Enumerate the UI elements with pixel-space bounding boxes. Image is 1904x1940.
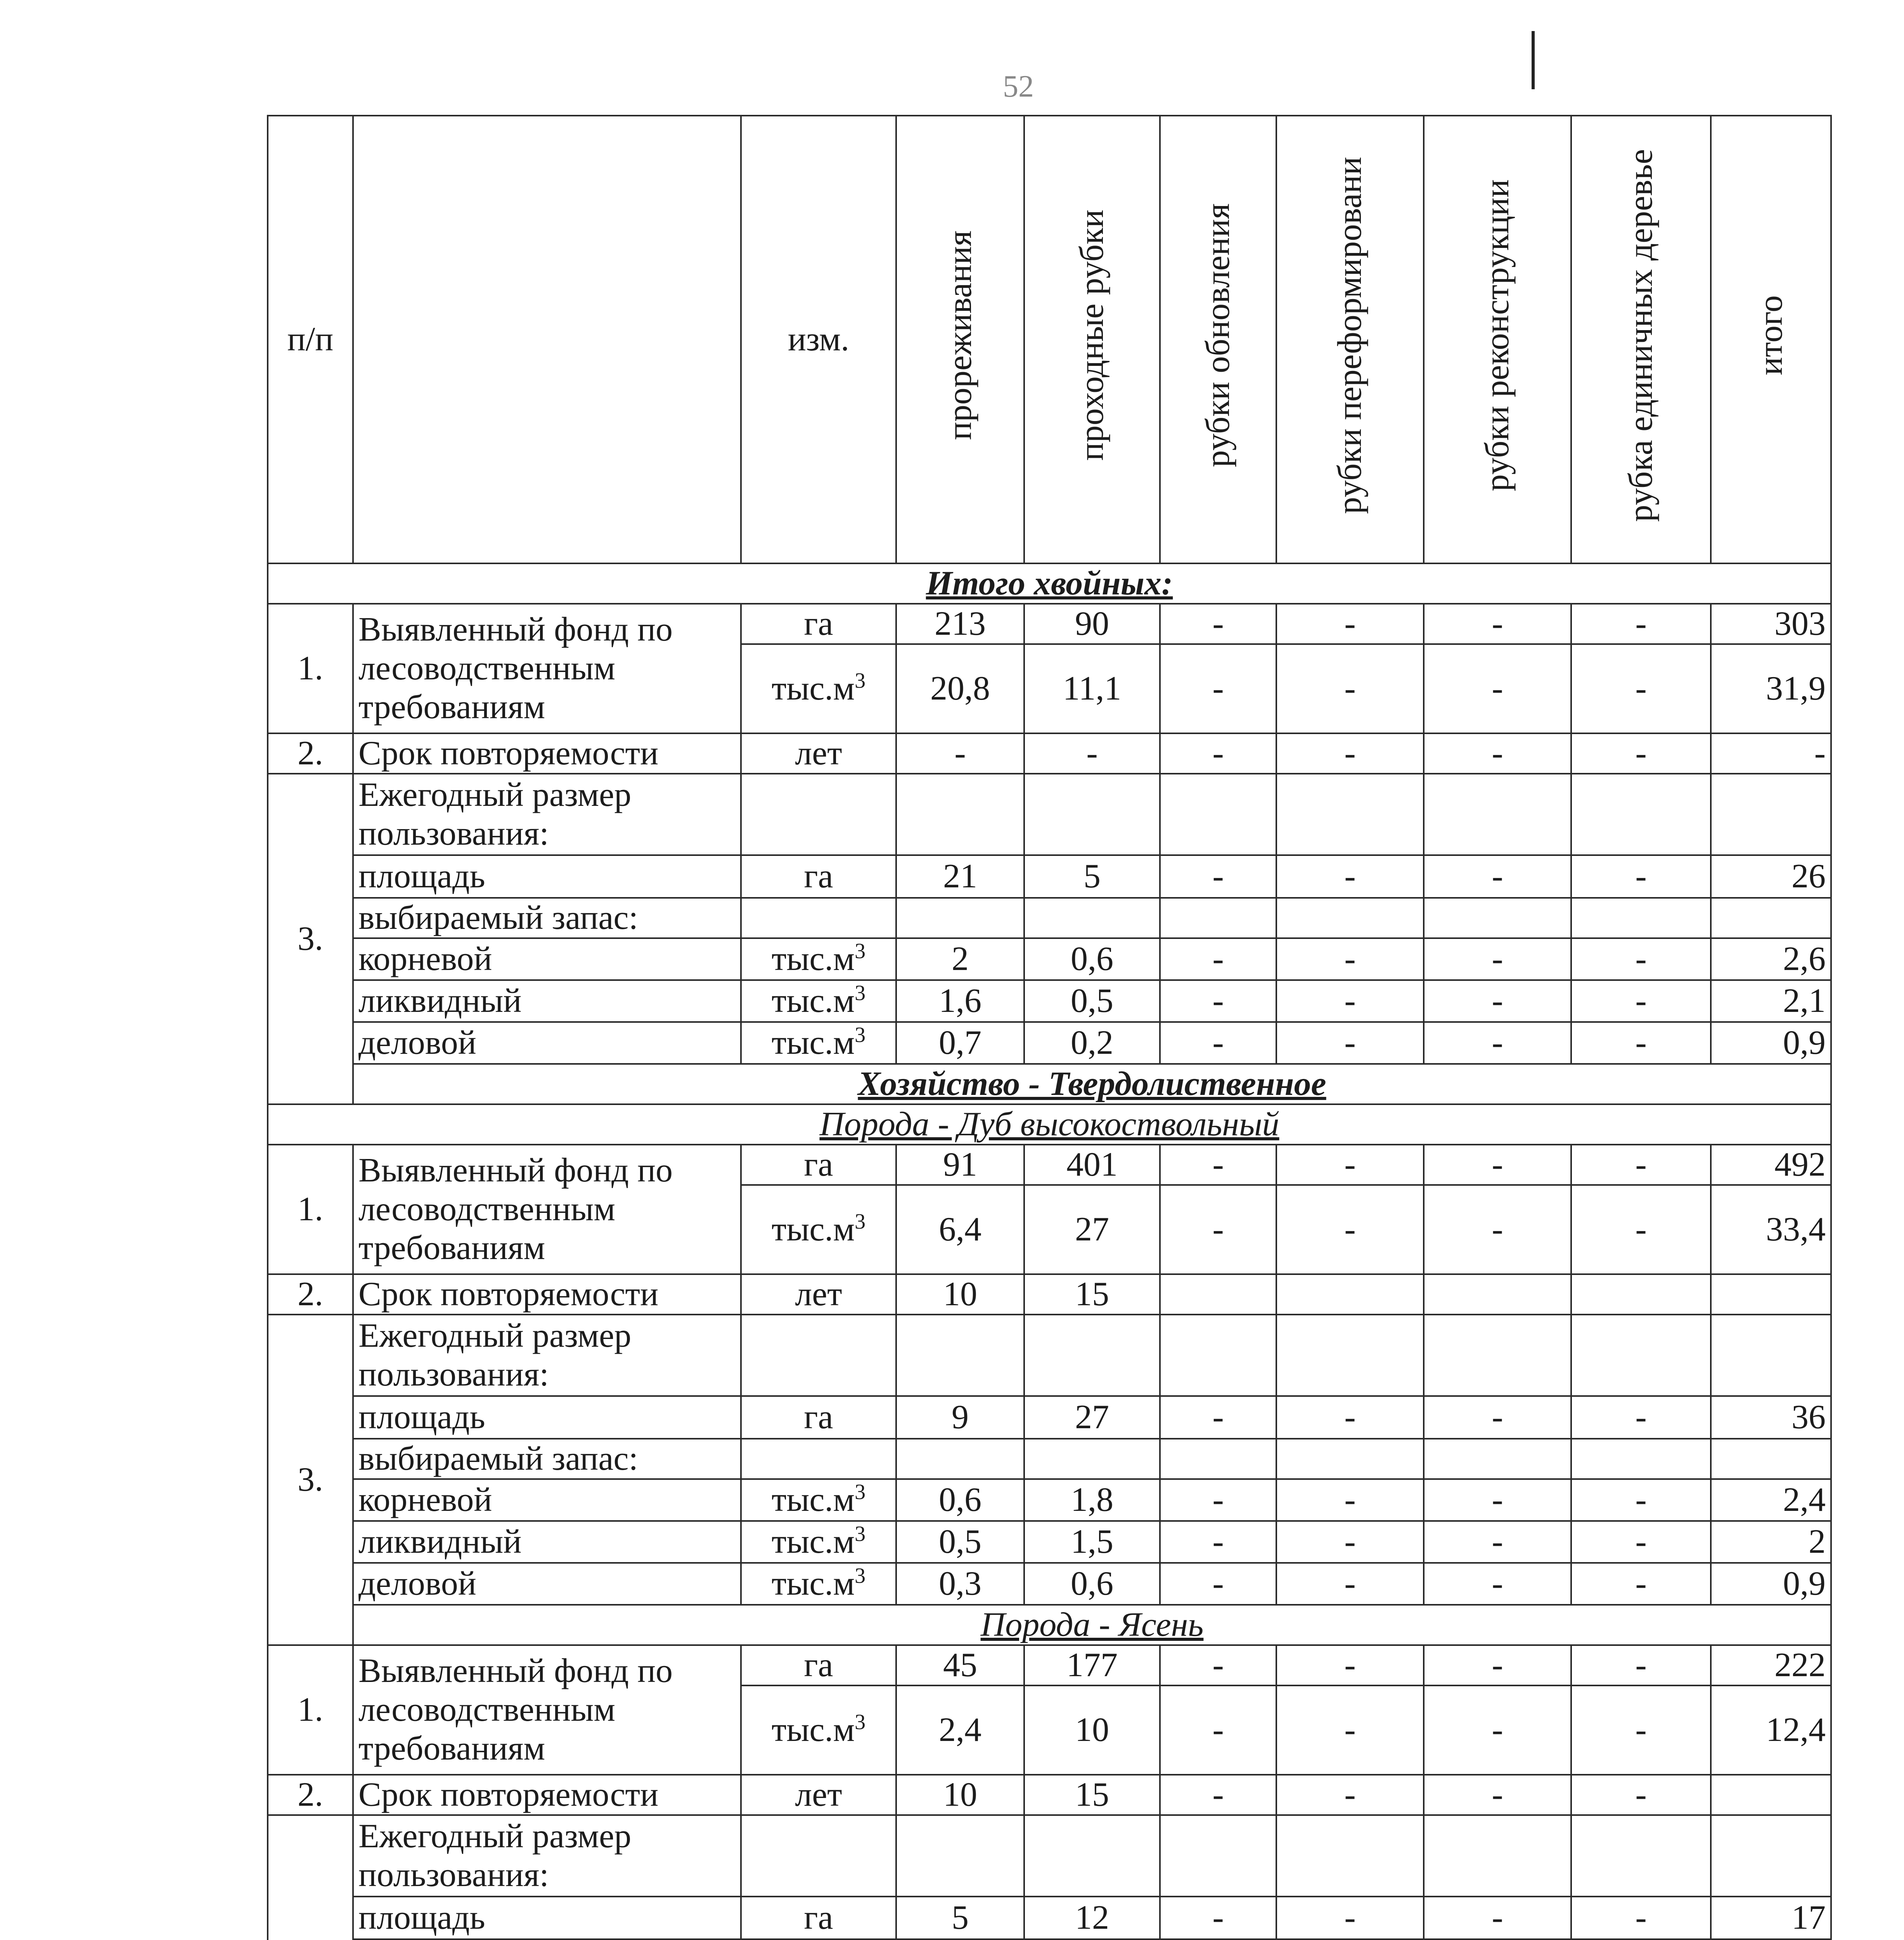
value-cell: 26: [1711, 855, 1831, 898]
value-cell: 2,4: [896, 1685, 1024, 1775]
unit-superscript: 3: [855, 1522, 866, 1546]
value-cell: [1276, 1315, 1424, 1396]
business-row: [268, 1563, 1831, 1605]
annual-row: [268, 1315, 1831, 1396]
value-cell: [1024, 1439, 1160, 1479]
liquid-label: ликвидный: [353, 1521, 741, 1563]
unit-cell: [741, 1315, 896, 1396]
value-cell: 2,1: [1711, 980, 1831, 1022]
value-cell: [1160, 1815, 1276, 1897]
value-cell: -: [1276, 604, 1424, 644]
value-cell: -: [1571, 1396, 1711, 1439]
stock-row: [268, 1439, 1831, 1479]
value-cell: -: [1160, 644, 1276, 733]
value-cell: [1160, 1274, 1276, 1315]
unit-cell: [741, 1815, 896, 1897]
value-cell: -: [1276, 1022, 1424, 1064]
area-row: [268, 855, 1831, 898]
row-number: 1.: [268, 1145, 353, 1274]
unit-cell: [741, 644, 896, 733]
value-cell: -: [1424, 1563, 1571, 1605]
value-cell: 303: [1711, 604, 1831, 644]
value-cell: [1424, 898, 1571, 938]
value-cell: 12: [1024, 1897, 1160, 1939]
unit-cell: га: [741, 1897, 896, 1939]
unit-text: тыс.м: [771, 1523, 855, 1561]
value-cell: -: [1424, 1396, 1571, 1439]
value-cell: -: [1160, 1563, 1276, 1605]
value-cell: 20,8: [896, 644, 1024, 733]
value-cell: -: [1160, 1396, 1276, 1439]
value-cell: -: [1424, 1145, 1571, 1185]
value-cell: [1571, 1439, 1711, 1479]
annual-row: [268, 1815, 1831, 1897]
value-cell: 2: [896, 938, 1024, 980]
section-title-text: Итого хвойных:: [926, 565, 1173, 602]
root-label: корневой: [353, 1479, 741, 1521]
liquid-label: ликвидный: [353, 980, 741, 1022]
value-cell: -: [1276, 855, 1424, 898]
value-cell: -: [1424, 1479, 1571, 1521]
unit-superscript: 3: [855, 1023, 866, 1047]
value-cell: -: [1424, 1685, 1571, 1775]
value-cell: [1276, 1815, 1424, 1897]
value-cell: -: [896, 733, 1024, 774]
row-number: 3.: [268, 774, 353, 1104]
unit-cell: га: [741, 855, 896, 898]
value-cell: -: [1160, 1775, 1276, 1815]
value-cell: 0,6: [1024, 938, 1160, 980]
value-cell: 0,5: [1024, 980, 1160, 1022]
value-cell: -: [1276, 1521, 1424, 1563]
value-cell: -: [1160, 1185, 1276, 1274]
value-cell: [896, 1815, 1024, 1897]
value-cell: [1160, 774, 1276, 855]
value-cell: -: [1571, 980, 1711, 1022]
value-cell: -: [1160, 1022, 1276, 1064]
value-cell: -: [1160, 1685, 1276, 1775]
value-cell: 492: [1711, 1145, 1831, 1185]
unit-text: тыс.м: [771, 940, 855, 978]
fund-ha-row: [268, 1145, 1831, 1185]
value-cell: -: [1424, 938, 1571, 980]
unit-cell: га: [741, 604, 896, 644]
value-cell: 27: [1024, 1396, 1160, 1439]
value-cell: -: [1160, 980, 1276, 1022]
value-cell: -: [1424, 1185, 1571, 1274]
liquid-row: [268, 1521, 1831, 1563]
unit-text: тыс.м: [771, 1211, 855, 1248]
unit-superscript: 3: [855, 981, 866, 1005]
value-cell: 15: [1024, 1775, 1160, 1815]
value-cell: 31,9: [1711, 644, 1831, 733]
root-row: [268, 1479, 1831, 1521]
unit-cell: лет: [741, 733, 896, 774]
unit-cell: га: [741, 1145, 896, 1185]
value-cell: 2,4: [1711, 1479, 1831, 1521]
value-cell: -: [1424, 733, 1571, 774]
unit-superscript: 3: [855, 939, 866, 963]
value-cell: [1711, 1815, 1831, 1897]
value-cell: -: [1160, 604, 1276, 644]
value-cell: 33,4: [1711, 1185, 1831, 1274]
value-cell: -: [1276, 1897, 1424, 1939]
value-cell: -: [1424, 1645, 1571, 1685]
section-title: [353, 1064, 1831, 1104]
value-cell: 0,3: [896, 1563, 1024, 1605]
value-cell: [896, 898, 1024, 938]
value-cell: -: [1276, 1185, 1424, 1274]
value-cell: -: [1160, 1645, 1276, 1685]
area-label: площадь: [353, 1396, 741, 1439]
header-reformation-cutting: рубки переформировани: [1276, 116, 1424, 563]
value-cell: [1711, 774, 1831, 855]
unit-cell: [741, 1022, 896, 1064]
value-cell: -: [1571, 1563, 1711, 1605]
value-cell: -: [1276, 1775, 1424, 1815]
root-label: корневой: [353, 938, 741, 980]
header-row: [268, 116, 1831, 563]
annual-label: Ежегодный размер пользования:: [353, 774, 741, 855]
value-cell: -: [1160, 1521, 1276, 1563]
value-cell: 401: [1024, 1145, 1160, 1185]
value-cell: -: [1571, 1145, 1711, 1185]
unit-text: тыс.м: [771, 1024, 855, 1062]
value-cell: -: [1571, 1022, 1711, 1064]
value-cell: 213: [896, 604, 1024, 644]
value-cell: [1424, 1815, 1571, 1897]
unit-cell: [741, 1479, 896, 1521]
section-row: [268, 1064, 1831, 1104]
value-cell: 0,9: [1711, 1022, 1831, 1064]
value-cell: [896, 1315, 1024, 1396]
row-number: 2.: [268, 733, 353, 774]
row-number: 1.: [268, 1645, 353, 1775]
header-renewal-cutting: рубки обновления: [1160, 116, 1276, 563]
fund-ha-row: [268, 1645, 1831, 1685]
value-cell: -: [1276, 1396, 1424, 1439]
unit-cell: [741, 1685, 896, 1775]
row-number: 2.: [268, 1775, 353, 1815]
value-cell: -: [1424, 1897, 1571, 1939]
row-number: 1.: [268, 604, 353, 733]
value-cell: [1711, 1775, 1831, 1815]
period-row: [268, 1274, 1831, 1315]
value-cell: [1711, 1315, 1831, 1396]
value-cell: -: [1571, 1185, 1711, 1274]
value-cell: 0,5: [896, 1521, 1024, 1563]
area-label: площадь: [353, 855, 741, 898]
header-num: п/п: [268, 116, 353, 563]
section-row: [268, 563, 1831, 604]
value-cell: [1424, 1274, 1571, 1315]
unit-superscript: 3: [855, 669, 866, 693]
value-cell: [1276, 1439, 1424, 1479]
value-cell: [1024, 1315, 1160, 1396]
unit-cell: [741, 1521, 896, 1563]
value-cell: -: [1160, 855, 1276, 898]
value-cell: [1160, 1315, 1276, 1396]
value-cell: 1,8: [1024, 1479, 1160, 1521]
value-cell: -: [1424, 604, 1571, 644]
annual-row: [268, 774, 1831, 855]
stock-label: выбираемый запас:: [353, 898, 741, 938]
value-cell: [1276, 1274, 1424, 1315]
period-label: Срок повторяемости: [353, 1775, 741, 1815]
annual-label: Ежегодный размер пользования:: [353, 1315, 741, 1396]
area-row: [268, 1897, 1831, 1939]
value-cell: -: [1424, 980, 1571, 1022]
value-cell: -: [1276, 644, 1424, 733]
value-cell: 0,6: [896, 1479, 1024, 1521]
value-cell: -: [1276, 1145, 1424, 1185]
stock-row: [268, 898, 1831, 938]
section-title: [353, 1605, 1831, 1645]
value-cell: -: [1711, 733, 1831, 774]
value-cell: [1024, 774, 1160, 855]
header-passage-cutting: проходные рубки: [1024, 116, 1160, 563]
unit-cell: лет: [741, 1274, 896, 1315]
value-cell: 10: [1024, 1685, 1160, 1775]
value-cell: -: [1160, 1145, 1276, 1185]
liquid-row: [268, 980, 1831, 1022]
unit-cell: га: [741, 1645, 896, 1685]
unit-text: тыс.м: [771, 982, 855, 1020]
row-number: [268, 1815, 353, 1940]
value-cell: [1711, 1274, 1831, 1315]
value-cell: -: [1571, 644, 1711, 733]
value-cell: [1024, 898, 1160, 938]
unit-cell: [741, 774, 896, 855]
fund-label: Выявленный фонд по лесоводственным требованиям: [353, 1145, 741, 1274]
unit-cell: [741, 1563, 896, 1605]
value-cell: [1424, 1315, 1571, 1396]
section-title-text: Порода - Дуб высокоствольный: [819, 1105, 1279, 1143]
section-title-text: Порода - Ясень: [980, 1606, 1204, 1644]
value-cell: 27: [1024, 1185, 1160, 1274]
value-cell: [1160, 898, 1276, 938]
business-label: деловой: [353, 1022, 741, 1064]
period-row: [268, 733, 1831, 774]
value-cell: -: [1571, 604, 1711, 644]
stock-label: выбираемый запас:: [353, 1439, 741, 1479]
value-cell: [1571, 774, 1711, 855]
value-cell: -: [1160, 1897, 1276, 1939]
header-unit: изм.: [741, 116, 896, 563]
business-row: [268, 1022, 1831, 1064]
unit-text: тыс.м: [771, 1481, 855, 1519]
value-cell: [1571, 1315, 1711, 1396]
value-cell: -: [1424, 1022, 1571, 1064]
value-cell: 90: [1024, 604, 1160, 644]
period-label: Срок повторяемости: [353, 1274, 741, 1315]
value-cell: 5: [896, 1897, 1024, 1939]
section-title: [268, 563, 1831, 604]
logging-volume-table: [267, 115, 1832, 1940]
period-row: [268, 1775, 1831, 1815]
unit-text: тыс.м: [771, 1565, 855, 1602]
value-cell: -: [1571, 1479, 1711, 1521]
value-cell: [896, 1439, 1024, 1479]
value-cell: -: [1276, 733, 1424, 774]
unit-cell: [741, 938, 896, 980]
unit-cell: [741, 1185, 896, 1274]
value-cell: 1,5: [1024, 1521, 1160, 1563]
value-cell: [1160, 1439, 1276, 1479]
value-cell: -: [1424, 855, 1571, 898]
unit-text: тыс.м: [771, 1711, 855, 1749]
value-cell: 15: [1024, 1274, 1160, 1315]
value-cell: [1711, 1439, 1831, 1479]
unit-text: тыс.м: [771, 670, 855, 707]
value-cell: -: [1160, 938, 1276, 980]
section-row: [268, 1605, 1831, 1645]
unit-superscript: 3: [855, 1564, 866, 1588]
unit-superscript: 3: [855, 1209, 866, 1234]
value-cell: -: [1276, 938, 1424, 980]
value-cell: -: [1571, 855, 1711, 898]
area-row: [268, 1396, 1831, 1439]
value-cell: 2: [1711, 1521, 1831, 1563]
section-title-text: Хозяйство - Твердолиственное: [858, 1065, 1326, 1103]
value-cell: [1571, 1274, 1711, 1315]
unit-cell: [741, 980, 896, 1022]
value-cell: [1424, 774, 1571, 855]
value-cell: -: [1024, 733, 1160, 774]
value-cell: -: [1571, 1897, 1711, 1939]
value-cell: -: [1571, 1775, 1711, 1815]
area-label: площадь: [353, 1897, 741, 1939]
fund-label: Выявленный фонд по лесоводственным требованиям: [353, 604, 741, 733]
value-cell: 17: [1711, 1897, 1831, 1939]
value-cell: [1024, 1815, 1160, 1897]
unit-cell: лет: [741, 1775, 896, 1815]
header-blank: [353, 116, 741, 563]
value-cell: -: [1160, 733, 1276, 774]
value-cell: [1571, 898, 1711, 938]
value-cell: 0,2: [1024, 1022, 1160, 1064]
business-label: деловой: [353, 1563, 741, 1605]
unit-cell: [741, 898, 896, 938]
fund-label: Выявленный фонд по лесоводственным требованиям: [353, 1645, 741, 1775]
value-cell: 10: [896, 1775, 1024, 1815]
fund-ha-row: [268, 604, 1831, 644]
value-cell: -: [1424, 1775, 1571, 1815]
value-cell: 222: [1711, 1645, 1831, 1685]
value-cell: 11,1: [1024, 644, 1160, 733]
header-thinning: прореживания: [896, 116, 1024, 563]
value-cell: -: [1276, 1685, 1424, 1775]
value-cell: 5: [1024, 855, 1160, 898]
annual-label: Ежегодный размер пользования:: [353, 1815, 741, 1897]
value-cell: 6,4: [896, 1185, 1024, 1274]
value-cell: [896, 774, 1024, 855]
value-cell: 45: [896, 1645, 1024, 1685]
value-cell: 2,6: [1711, 938, 1831, 980]
value-cell: 0,9: [1711, 1563, 1831, 1605]
value-cell: 0,7: [896, 1022, 1024, 1064]
scan-edge-mark-top: [1532, 31, 1535, 89]
value-cell: -: [1571, 733, 1711, 774]
value-cell: [1424, 1439, 1571, 1479]
row-number: 2.: [268, 1274, 353, 1315]
value-cell: 91: [896, 1145, 1024, 1185]
value-cell: -: [1276, 1479, 1424, 1521]
value-cell: -: [1571, 938, 1711, 980]
value-cell: 21: [896, 855, 1024, 898]
value-cell: 177: [1024, 1645, 1160, 1685]
value-cell: 36: [1711, 1396, 1831, 1439]
value-cell: 10: [896, 1274, 1024, 1315]
value-cell: 9: [896, 1396, 1024, 1439]
value-cell: [1276, 898, 1424, 938]
value-cell: -: [1571, 1685, 1711, 1775]
value-cell: -: [1276, 1645, 1424, 1685]
value-cell: -: [1424, 1521, 1571, 1563]
unit-superscript: 3: [855, 1480, 866, 1504]
root-row: [268, 938, 1831, 980]
period-label: Срок повторяемости: [353, 733, 741, 774]
header-single-tree-cutting: рубка единичных деревье: [1571, 116, 1711, 563]
value-cell: [1711, 898, 1831, 938]
row-number: 3.: [268, 1315, 353, 1645]
value-cell: [1276, 774, 1424, 855]
value-cell: -: [1276, 980, 1424, 1022]
section-row: [268, 1104, 1831, 1145]
value-cell: 0,6: [1024, 1563, 1160, 1605]
unit-cell: га: [741, 1396, 896, 1439]
header-total: итого: [1711, 116, 1831, 563]
value-cell: 1,6: [896, 980, 1024, 1022]
section-title: [268, 1104, 1831, 1145]
unit-superscript: 3: [855, 1710, 866, 1734]
page-number: 52: [1003, 69, 1034, 104]
unit-cell: [741, 1439, 896, 1479]
value-cell: 12,4: [1711, 1685, 1831, 1775]
value-cell: -: [1424, 644, 1571, 733]
value-cell: [1571, 1815, 1711, 1897]
value-cell: -: [1571, 1645, 1711, 1685]
value-cell: -: [1160, 1479, 1276, 1521]
value-cell: -: [1571, 1521, 1711, 1563]
value-cell: -: [1276, 1563, 1424, 1605]
header-reconstruction-cutting: рубки реконструкции: [1424, 116, 1571, 563]
